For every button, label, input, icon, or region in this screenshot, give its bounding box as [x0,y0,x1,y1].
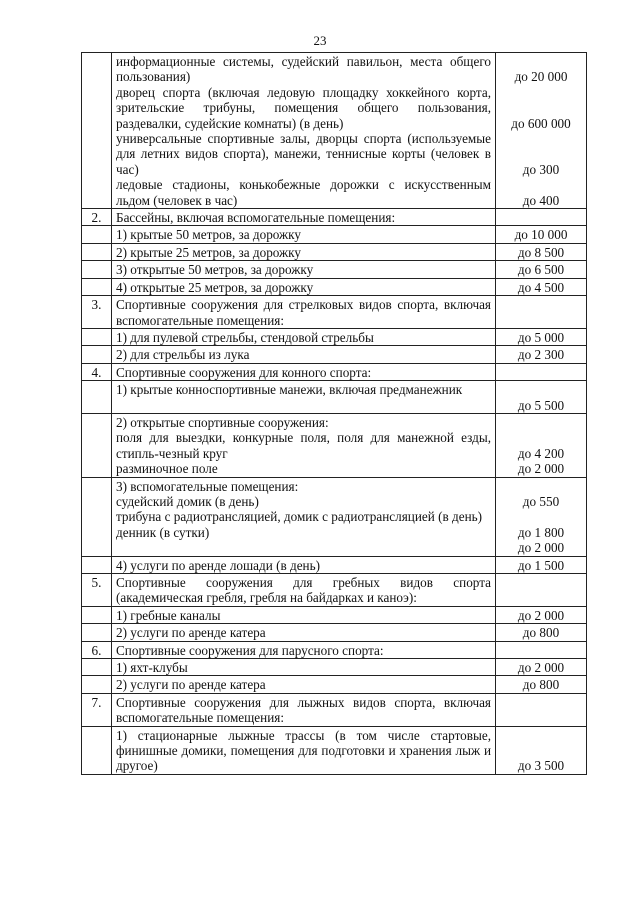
section-title: Бассейны, включая вспомогательные помещения: [112,209,496,226]
section-title: Спортивные сооружения для парусного спорта: [112,641,496,658]
item-value: до 2 000 [496,606,587,623]
item-name: 4) услуги по аренде лошади (в день) [112,556,496,573]
value-cell [496,209,587,226]
section-number: 6. [82,641,112,658]
cont-line: универсальные спортивные залы, дворцы спорта (используемые для летних видов спорта), манежи, теннисные корты (человек в час) [116,131,495,177]
section-number: 4. [82,363,112,380]
value: до 400 [522,192,560,208]
continuation-cell [112,53,496,209]
table-row [82,676,587,693]
value-cell [496,413,587,477]
item-value: до 2 000 [517,540,565,556]
item-name: 2) для стрельбы из лука [112,346,496,363]
value-cell [496,726,587,774]
item-name: 1) крытые 50 метров, за дорожку [112,226,496,243]
item-line: поля для выездки, конкурные поля, поля для манежной езды, стипль-чезный круг [116,430,495,461]
value-cell [496,693,587,726]
value-cell [496,53,587,209]
item-value: до 4 200 [517,445,565,461]
table-row [82,53,587,209]
item-value: до 550 [522,493,560,509]
item-name: 2) услуги по аренде катера [112,624,496,641]
section-row [82,209,587,226]
section-title: Спортивные сооружения для стрелковых видов спорта, включая вспомогательные помещения: [112,296,496,329]
item-line: разминочное поле [116,461,218,477]
table-row [82,658,587,675]
table-row [82,413,587,477]
section-title: Спортивные сооружения для лыжных видов спорта, включая вспомогательные помещения: [112,693,496,726]
cont-line: информационные системы, судейский павильон, места общего пользования) [116,54,495,85]
item-value: до 800 [496,676,587,693]
item-value: до 800 [496,624,587,641]
table-row [82,606,587,623]
section-number: 7. [82,693,112,726]
item-name: 1) крытые конноспортивные манежи, включая предманежник [112,381,496,414]
section-row [82,641,587,658]
item-value: до 10 000 [496,226,587,243]
section-row [82,363,587,380]
cont-line: дворец спорта (включая ледовую площадку хоккейного корта, зрительские трибуны, помещения общего пользования, раздевалки, судейские комнаты) (в день) [116,84,495,131]
value-cell [496,573,587,606]
section-row [82,693,587,726]
table-row [82,624,587,641]
table-row [82,278,587,295]
section-title: Спортивные сооружения для конного спорта: [112,363,496,380]
item-name: 1) гребные каналы [112,606,496,623]
item-line: денник (в сутки) [116,524,210,540]
item-value: до 5 500 [517,397,565,413]
value-cell [496,381,587,414]
section-number: 3. [82,296,112,329]
value: до 20 000 [514,69,568,85]
item-value: до 2 000 [496,658,587,675]
item-name: 1) яхт-клубы [112,658,496,675]
item-name: 2) услуги по аренде катера [112,676,496,693]
table-row [82,346,587,363]
table-row [82,261,587,278]
section-number: 2. [82,209,112,226]
value-cell [496,296,587,329]
item-name: 1) стационарные лыжные трассы (в том числе стартовые, финишные домики, помещения для подготовки и хранения лыж и другое) [112,726,496,774]
item-name-cell [112,413,496,477]
table-row [82,381,587,414]
value-cell [496,641,587,658]
table-row [82,226,587,243]
item-head: 3) вспомогательные помещения: [116,478,299,494]
item-value: до 8 500 [496,243,587,260]
table-row [82,328,587,345]
value: до 600 000 [511,115,571,131]
table-row [82,556,587,573]
section-row [82,573,587,606]
item-name-cell [112,477,496,556]
item-value: до 1 500 [496,556,587,573]
value: до 300 [522,161,560,177]
table-row [82,477,587,556]
value-cell [496,477,587,556]
page-number: 23 [313,33,327,48]
item-name: 3) открытые 50 метров, за дорожку [112,261,496,278]
item-line: трибуна с радиотрансляцией, домик с радиотрансляцией (в день) [116,509,483,525]
item-value: до 2 300 [496,346,587,363]
item-name: 2) крытые 25 метров, за дорожку [112,243,496,260]
cont-line: ледовые стадионы, конькобежные дорожки с искусственным льдом (человек в час) [116,177,495,208]
item-line: судейский домик (в день) [116,493,259,509]
item-value: до 5 000 [496,328,587,345]
item-value: до 2 000 [517,461,565,477]
item-value: до 1 800 [517,524,565,540]
value-cell [496,363,587,380]
row-number-cell [82,53,112,209]
section-title: Спортивные сооружения для гребных видов спорта (академическая гребля, гребля на байдарках и каноэ): [112,573,496,606]
item-head: 2) открытые спортивные сооружения: [116,414,329,430]
section-number: 5. [82,573,112,606]
item-name: 1) для пулевой стрельбы, стендовой стрельбы [112,328,496,345]
table-row [82,243,587,260]
tariff-table [81,52,587,775]
item-value: до 6 500 [496,261,587,278]
item-name: 4) открытые 25 метров, за дорожку [112,278,496,295]
table-row [82,726,587,774]
item-value: до 3 500 [517,758,565,774]
item-value: до 4 500 [496,278,587,295]
section-row [82,296,587,329]
